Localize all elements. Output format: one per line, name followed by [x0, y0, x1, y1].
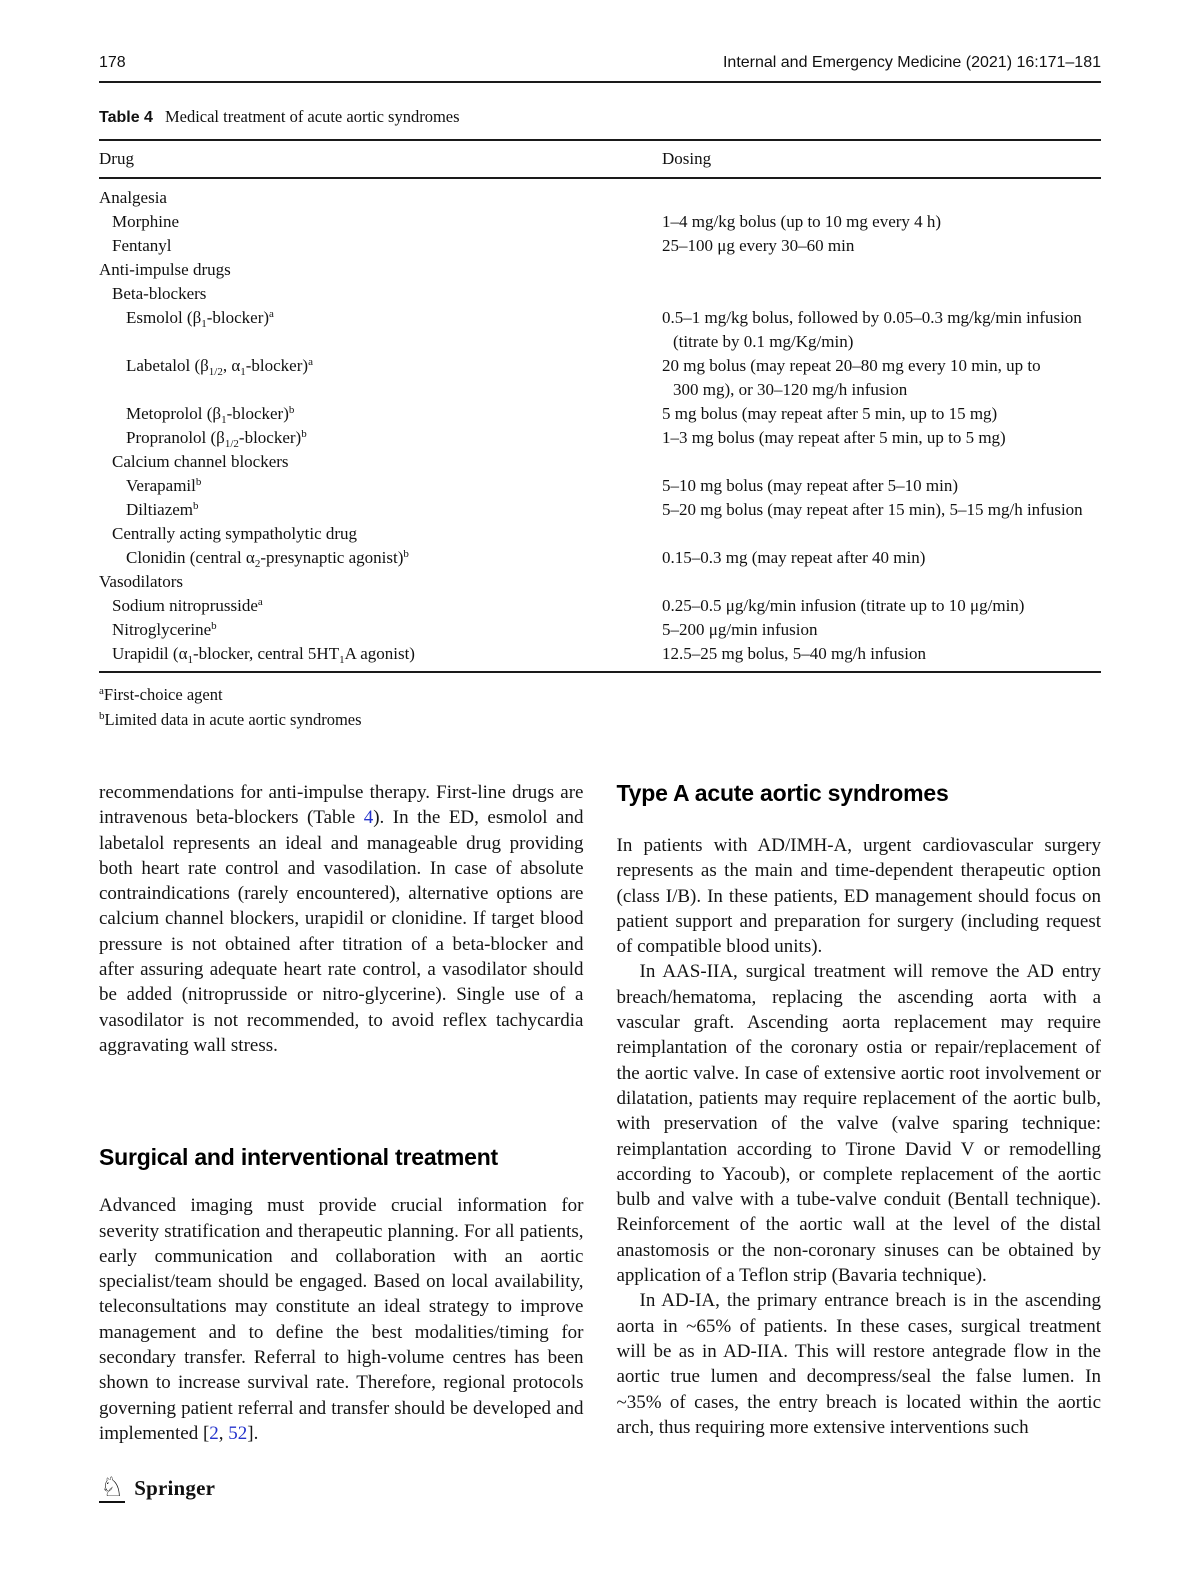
drug-name [99, 618, 662, 642]
dosing-cell [662, 642, 1101, 666]
drug-name [99, 570, 662, 594]
text-run: Diltiazem [126, 500, 194, 519]
table-row [99, 186, 1101, 210]
dosing-cell [662, 450, 1101, 474]
dosing-line: 0.5–1 mg/kg bolus, followed by 0.05–0.3 mg/kg/min infusion [662, 308, 1082, 327]
page-number: 178 [99, 54, 126, 71]
superscript-marker: a [269, 308, 274, 320]
text-run: Limited data in acute aortic syndromes [104, 710, 362, 729]
dosing-line: 300 mg), or 30–120 mg/h infusion [673, 380, 908, 399]
superscript-marker: b [195, 476, 202, 488]
text-run: Advanced imaging must provide crucial information for severity stratification and therapeutic planning. For all patients, early communication and collaboration with an aortic specialist/team should be engaged. Based on local availability, teleconsultations may constitute an ideal strategy to improve management and to define the best modalities/timing for secondary transfer. Referral to high-volume centres has been shown to increase survival rate. Therefore, regional protocols governing patient referral and transfer should be developed and implemented [ [99, 1195, 584, 1444]
superscript-marker: b [193, 500, 199, 512]
text-run: ). In the ED, esmolol and labetalol represents an ideal and manageable drug providing both heart rate control and vasodilation. In case of absolute contraindications (rarely encountered), alternative options are calcium channel blockers, urapidil or clonidine. If target blood pressure is not obtained after titration of a beta-blocker and after assuring adequate heart rate control, a vasodilator should be added (nitroprusside or nitro-glycerine). Single use of a vasodilator is not recommended, to avoid reflex tachycardia aggravating wall stress. [99, 807, 584, 1056]
table-caption [99, 107, 1101, 127]
text-run: Fentanyl [112, 236, 172, 255]
superscript-marker: b [403, 548, 409, 560]
text-run: Verapamil [126, 476, 196, 495]
text-run: Labetalol (β [126, 356, 209, 375]
column-header-dosing: Dosing [662, 149, 712, 168]
drug-dosing-table [99, 139, 1101, 673]
table-row [99, 426, 1101, 450]
citation-link[interactable]: 4 [363, 807, 374, 829]
dosing-cell [662, 522, 1101, 546]
citation-link[interactable]: 52 [228, 1422, 248, 1444]
table-footnote [99, 707, 1101, 732]
body-columns [99, 780, 1101, 1446]
text-run: recommendations for anti-impulse therapy. First-line drugs are intravenous beta-blockers (Table [99, 782, 584, 829]
superscript-marker: b [211, 620, 217, 632]
dosing-cell [662, 474, 1101, 498]
table-row [99, 522, 1101, 546]
left-column [99, 780, 584, 1446]
dosing-line: 12.5–25 mg bolus, 5–40 mg/h infusion [662, 644, 926, 663]
right-column [617, 780, 1102, 1446]
drug-name [99, 522, 662, 546]
subscript: 1/2 [208, 366, 223, 378]
table-caption-label: Table 4 [99, 109, 153, 126]
drug-name [99, 282, 662, 306]
paragraph-type-a-2 [617, 959, 1102, 1288]
drug-name [99, 426, 662, 450]
springer-logo-text: Springer [134, 1476, 216, 1500]
table-row [99, 642, 1101, 666]
subscript: 1/2 [224, 438, 239, 450]
text-run: In AAS-IIA, surgical treatment will remove the AD entry breach/hematoma, replacing the ascending aorta with a vascular graft. Ascending aorta replacement may require reimplantation of the coronary ostia or repair/replacement of the aortic valve. In case of extensive aortic root involvement or dilatation, patients may require replacement of the aortic bulb, with preservation of the valve (valve sparing technique: reimplantation according to Tirone David V or remodelling according to Yacoub), or complete replacement of the aortic bulb and valve with a tube-valve conduit (Bentall technique). Reinforcement of the aortic wall at the level of the distal anastomosis or the non-coronary sinuses can be obtained by application of a Teflon strip (Bavaria technique). [616, 961, 1101, 1287]
paragraph-type-a-3 [617, 1288, 1102, 1440]
table-row [99, 354, 1101, 402]
dosing-line: 5–20 mg bolus (may repeat after 15 min), 5–15 mg/h infusion [662, 500, 1083, 519]
text-run: Nitroglycerine [112, 620, 212, 639]
text-run: Beta-blockers [112, 284, 207, 303]
paragraph-anti-impulse [99, 780, 584, 1058]
text-run: Esmolol (β [126, 308, 202, 327]
text-run: Calcium channel blockers [112, 452, 289, 471]
dosing-line: 0.25–0.5 μg/kg/min infusion (titrate up to 10 μg/min) [662, 596, 1025, 615]
text-run: In patients with AD/IMH-A, urgent cardiovascular surgery represents as the main and time-dependent therapeutic option (class I/B). In these patients, ED management should focus on patient support and preparation for surgery (including request of compatible blood units). [616, 835, 1101, 958]
dosing-line: 25–100 μg every 30–60 min [662, 236, 855, 255]
table-row [99, 498, 1101, 522]
dosing-cell [662, 282, 1101, 306]
text-run: Clonidin (central α [126, 548, 255, 567]
text-run: -blocker) [245, 356, 309, 375]
section-heading-surgical: Surgical and interventional treatment [99, 1144, 499, 1171]
dosing-cell [662, 402, 1101, 426]
table-row [99, 450, 1101, 474]
dosing-cell [662, 234, 1101, 258]
table-row [99, 594, 1101, 618]
superscript-marker: b [301, 428, 307, 440]
text-run: Analgesia [99, 188, 167, 207]
table-row [99, 210, 1101, 234]
dosing-cell [662, 306, 1101, 354]
paragraph-type-a-1 [617, 833, 1102, 959]
dosing-cell [662, 618, 1101, 642]
text-run: , [218, 1422, 229, 1444]
text-run: Morphine [112, 212, 180, 231]
text-run: , α [222, 356, 241, 375]
drug-name [99, 546, 662, 570]
dosing-line: 5 mg bolus (may repeat after 5 min, up to 15 mg) [662, 404, 998, 423]
superscript-marker: a [308, 356, 313, 368]
dosing-cell [662, 546, 1101, 570]
table-row [99, 258, 1101, 282]
table-row [99, 618, 1101, 642]
subscript: 1 [221, 414, 227, 426]
subscript: 1 [240, 366, 246, 378]
drug-name [99, 306, 662, 354]
citation-link[interactable]: 2 [209, 1422, 219, 1444]
dosing-cell [662, 570, 1101, 594]
superscript-marker: a [99, 685, 104, 697]
running-head [99, 54, 1101, 83]
dosing-cell [662, 498, 1101, 522]
dosing-line: 0.15–0.3 mg (may repeat after 40 min) [662, 548, 926, 567]
table-row [99, 282, 1101, 306]
subscript: 1 [187, 654, 193, 666]
drug-name [99, 186, 662, 210]
table-row [99, 570, 1101, 594]
table-row [99, 546, 1101, 570]
text-run: Centrally acting sympatholytic drug [112, 524, 358, 543]
drug-name [99, 498, 662, 522]
drug-name [99, 450, 662, 474]
publisher-footer [99, 1474, 215, 1503]
table-footnotes [99, 682, 1101, 732]
text-run: -blocker) [238, 428, 302, 447]
section-heading-type-a: Type A acute aortic syndromes [616, 780, 949, 806]
text-run: Anti-impulse drugs [99, 260, 231, 279]
table-footnote [99, 682, 1101, 707]
drug-name [99, 474, 662, 498]
drug-name [99, 234, 662, 258]
dosing-cell [662, 594, 1101, 618]
drug-name [99, 354, 662, 402]
springer-logo-icon: ♘ [100, 1472, 125, 1502]
text-run: Metoprolol (β [126, 404, 222, 423]
dosing-line: 1–3 mg bolus (may repeat after 5 min, up to 5 mg) [662, 428, 1006, 447]
text-run: Sodium nitroprusside [112, 596, 258, 615]
text-run: -blocker, central 5HT [192, 644, 340, 663]
subscript: 1 [339, 654, 345, 666]
text-run: Urapidil (α [112, 644, 188, 663]
column-header-drug: Drug [99, 149, 134, 168]
superscript-marker: b [99, 710, 105, 722]
dosing-line: 5–200 μg/min infusion [662, 620, 818, 639]
drug-name [99, 210, 662, 234]
table-row [99, 474, 1101, 498]
text-run: -presynaptic agonist) [260, 548, 404, 567]
dosing-cell [662, 210, 1101, 234]
table-row [99, 402, 1101, 426]
table-row [99, 306, 1101, 354]
table-body [99, 179, 1101, 673]
dosing-line: (titrate by 0.1 mg/Kg/min) [673, 332, 854, 351]
superscript-marker: a [257, 596, 263, 608]
paragraph-advanced-imaging [99, 1193, 584, 1446]
subscript: 1 [201, 318, 207, 330]
text-run: In AD-IA, the primary entrance breach is in the ascending aorta in ~65% of patients. In these cases, surgical treatment will be as in AD-IIA. This will restore antegrade flow in the aortic true lumen and decompress/seal the false lumen. In ~35% of cases, the entry breach is located within the aortic arch, thus requiring more extensive interventions such [616, 1290, 1101, 1438]
drug-name [99, 258, 662, 282]
drug-name [99, 402, 662, 426]
text-run: A agonist) [344, 644, 415, 663]
journal-citation: Internal and Emergency Medicine (2021) 16:171–181 [722, 54, 1101, 71]
dosing-cell [662, 426, 1101, 450]
text-run: Propranolol (β [126, 428, 225, 447]
dosing-cell [662, 186, 1101, 210]
table-row [99, 234, 1101, 258]
drug-name [99, 594, 662, 618]
dosing-line: 1–4 mg/kg bolus (up to 10 mg every 4 h) [662, 212, 942, 231]
text-run: ]. [247, 1422, 259, 1444]
text-run: -blocker) [206, 308, 270, 327]
dosing-cell [662, 354, 1101, 402]
table-caption-text: Medical treatment of acute aortic syndromes [164, 107, 460, 126]
dosing-line: 5–10 mg bolus (may repeat after 5–10 min) [662, 476, 959, 495]
dosing-cell [662, 258, 1101, 282]
text-run: First-choice agent [103, 685, 223, 704]
dosing-line: 20 mg bolus (may repeat 20–80 mg every 10 min, up to [662, 356, 1041, 375]
superscript-marker: b [288, 404, 295, 416]
text-run: Vasodilators [99, 572, 184, 591]
text-run: -blocker) [226, 404, 289, 423]
drug-name [99, 642, 662, 666]
table-header-row [99, 141, 1101, 179]
subscript: 2 [254, 558, 261, 570]
